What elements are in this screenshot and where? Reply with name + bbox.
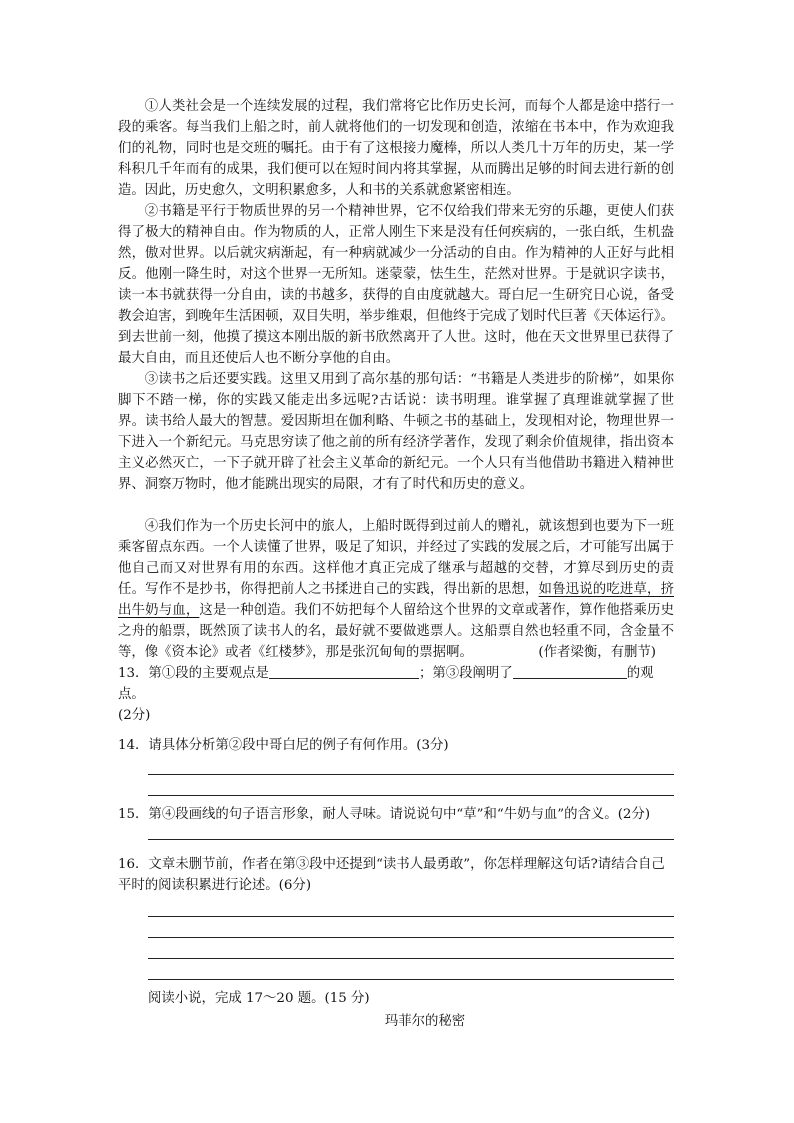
question-13-text-a: 13．第①段的主要观点是 [118,666,269,681]
answer-blank-13-2[interactable] [513,664,627,679]
underlined-sentence: 如鲁迅说的吃进草，挤出牛奶与血， [118,582,675,618]
document-page [118,96,674,1032]
question-15: 15．第④段画线的句子语言形象，耐人寻味。请说说句中“草”和“牛奶与血”的含义。(2分) [118,807,651,822]
answer-line-16-4[interactable] [148,979,674,980]
paragraph-4-text-b: 这是一种创造。我们不妨把每个人留给这个世界的文章或著作，算作他搭乘历史之舟的船票，既然顶了读书人的名，最好就不要做逃票人。这船票自然也轻重不同，含金量不等，像《资本论》或者《红楼梦》，那是张沉甸甸的票据啊。 [118,603,675,660]
author-attribution: (作者梁衡，有删节) [538,645,656,660]
question-14: 14．请具体分析第②段中哥白尼的例子有何作用。(3分) [118,738,449,753]
question-13 [118,663,674,726]
question-13-text-c: 的观点。 [118,666,654,702]
answer-line-15-1[interactable] [148,839,674,840]
paragraph-4-text-a: ④我们作为一个历史长河中的旅人，上船时既得到过前人的赠礼，就该想到也要为下一班乘客留点东西。一个人读懂了世界，吸足了知识，并经过了实践的发展之后，才可能写出属于他自己而又对世界有用的东西。这样他才真正完成了继承与超越的交替，才算尽到历史的责任。写作不是抄书，你得把前人之书揉进自己的实践，得出新的思想， [118,519,674,597]
question-13-score: (2分) [118,708,151,723]
question-13-text-b: ；第③段阐明了 [418,666,513,681]
paragraph-4 [118,516,674,663]
answer-line-14-2[interactable] [148,795,674,796]
story-title: 玛菲尔的秘密 [384,1014,466,1029]
paragraph-3: ③读书之后还要实践。这里又用到了高尔基的那句话：“书籍是人类进步的阶梯”，如果你脚下不踏一梯，你的实践又能走出多远呢?古话说：读书明理。谁掌握了真理谁就掌握了世界。读书给人最大的智慧。爱因斯坦在伽利略、牛顿之书的基础上，发现相对论，物理世界一下进入一个新纪元。马克思穷读了他之前的所有经济学著作，发现了剩余价值规律，指出资本主义必然灭亡，一下子就开辟了社会主义革命的新纪元。一个人只有当他借助书籍进入精神世界、洞察万物时，他才能跳出现实的局限，才有了时代和历史的意义。 [118,372,674,492]
question-16: 16．文章未删节前，作者在第③段中还提到“读书人最勇敢”，你怎样理解这句话?请结合自己平时的阅读积累进行论述。(6分) [118,857,665,893]
answer-blank-13-1[interactable] [269,664,419,679]
paragraph-2: ②书籍是平行于物质世界的另一个精神世界，它不仅给我们带来无穷的乐趣，更使人们获得了极大的精神自由。作为物质的人，正常人刚生下来是没有任何疾病的，一张白纸，生机盎然，傲对世界。以后就灾病渐起，有一种病就减少一分活动的自由。作为精神的人正好与此相反。他刚一降生时，对这个世界一无所知。迷蒙蒙，怯生生，茫然对世界。于是就识字读书，读一本书就获得一分自由，读的书越多，获得的自由度就越大。哥白尼一生研究日心说，备受教会迫害，到晚年生活困顿，双目失明，举步维艰，但他终于完成了划时代巨著《天体运行》。到去世前一刻，他摸了摸这本刚出版的新书欣然离开了人世。这时，他在天文世界里已获得了最大自由，而且还使后人也不断分享他的自由。 [118,204,674,366]
paragraph-1: ①人类社会是一个连续发展的过程，我们常将它比作历史长河，而每个人都是途中搭行一段的乘客。每当我们上船之时，前人就将他们的一切发现和创造，浓缩在书本中，作为欢迎我们的礼物，同时也是交班的嘱托。由于有了这根接力魔棒，所以人类几十万年的历史，某一学科积几千年而有的成果，我们便可以在短时间内将其掌握，从而腾出足够的时间去进行新的创造。因此，历史愈久，文明积累愈多，人和书的关系就愈紧密相连。 [118,99,674,198]
reading-instruction: 阅读小说，完成 17～20 题。(15 分) [148,991,370,1006]
